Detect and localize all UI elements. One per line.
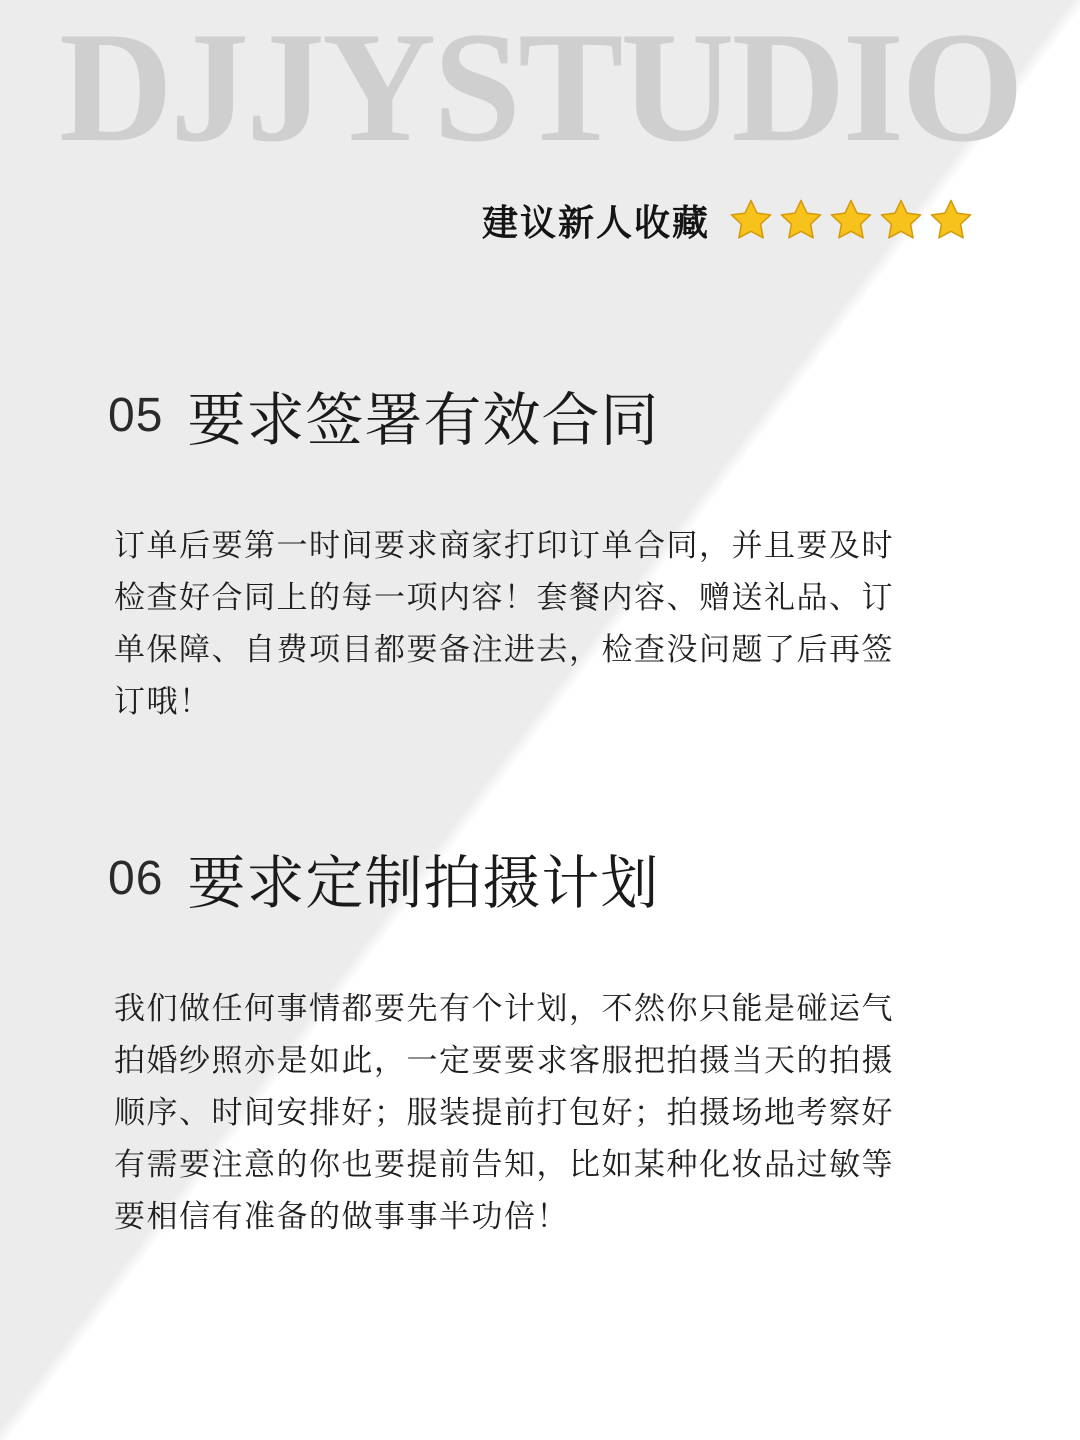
body-line: 有需要注意的你也要提前告知，比如某种化妆品过敏等	[114, 1147, 894, 1183]
section-title: 要求签署有效合同	[187, 386, 660, 454]
star-icon	[778, 197, 824, 243]
section-body-05	[114, 520, 964, 728]
body-line: 检查好合同上的每一项内容！套餐内容、赠送礼品、订	[114, 580, 894, 616]
body-line: 顺序、时间安排好；服装提前打包好；拍摄场地考察好	[114, 1095, 894, 1131]
body-line: 拍婚纱照亦是如此，一定要要求客服把拍摄当天的拍摄	[114, 1043, 894, 1079]
tagline-text: 建议新人收藏	[482, 202, 711, 244]
body-line: 我们做任何事情都要先有个计划，不然你只能是碰运气	[114, 991, 894, 1027]
section-heading-05	[108, 375, 659, 455]
body-line: 订哦！	[114, 684, 212, 720]
body-line: 订单后要第一时间要求商家打印订单合同，并且要及时	[114, 528, 894, 564]
star-rating	[728, 197, 974, 243]
brand-wordmark: DJJYSTUDIO	[58, 0, 1022, 175]
section-number: 05	[108, 388, 164, 442]
body-line: 单保障、自费项目都要备注进去，检查没问题了后再签	[114, 632, 894, 668]
section-number: 06	[108, 851, 164, 905]
section-title: 要求定制拍摄计划	[187, 849, 660, 917]
section-body-06	[114, 983, 964, 1243]
section-heading-06	[108, 838, 659, 918]
star-icon	[728, 197, 774, 243]
body-line: 要相信有准备的做事事半功倍！	[114, 1199, 569, 1235]
star-icon	[928, 197, 974, 243]
star-icon	[828, 197, 874, 243]
tagline	[482, 190, 974, 250]
star-icon	[878, 197, 924, 243]
